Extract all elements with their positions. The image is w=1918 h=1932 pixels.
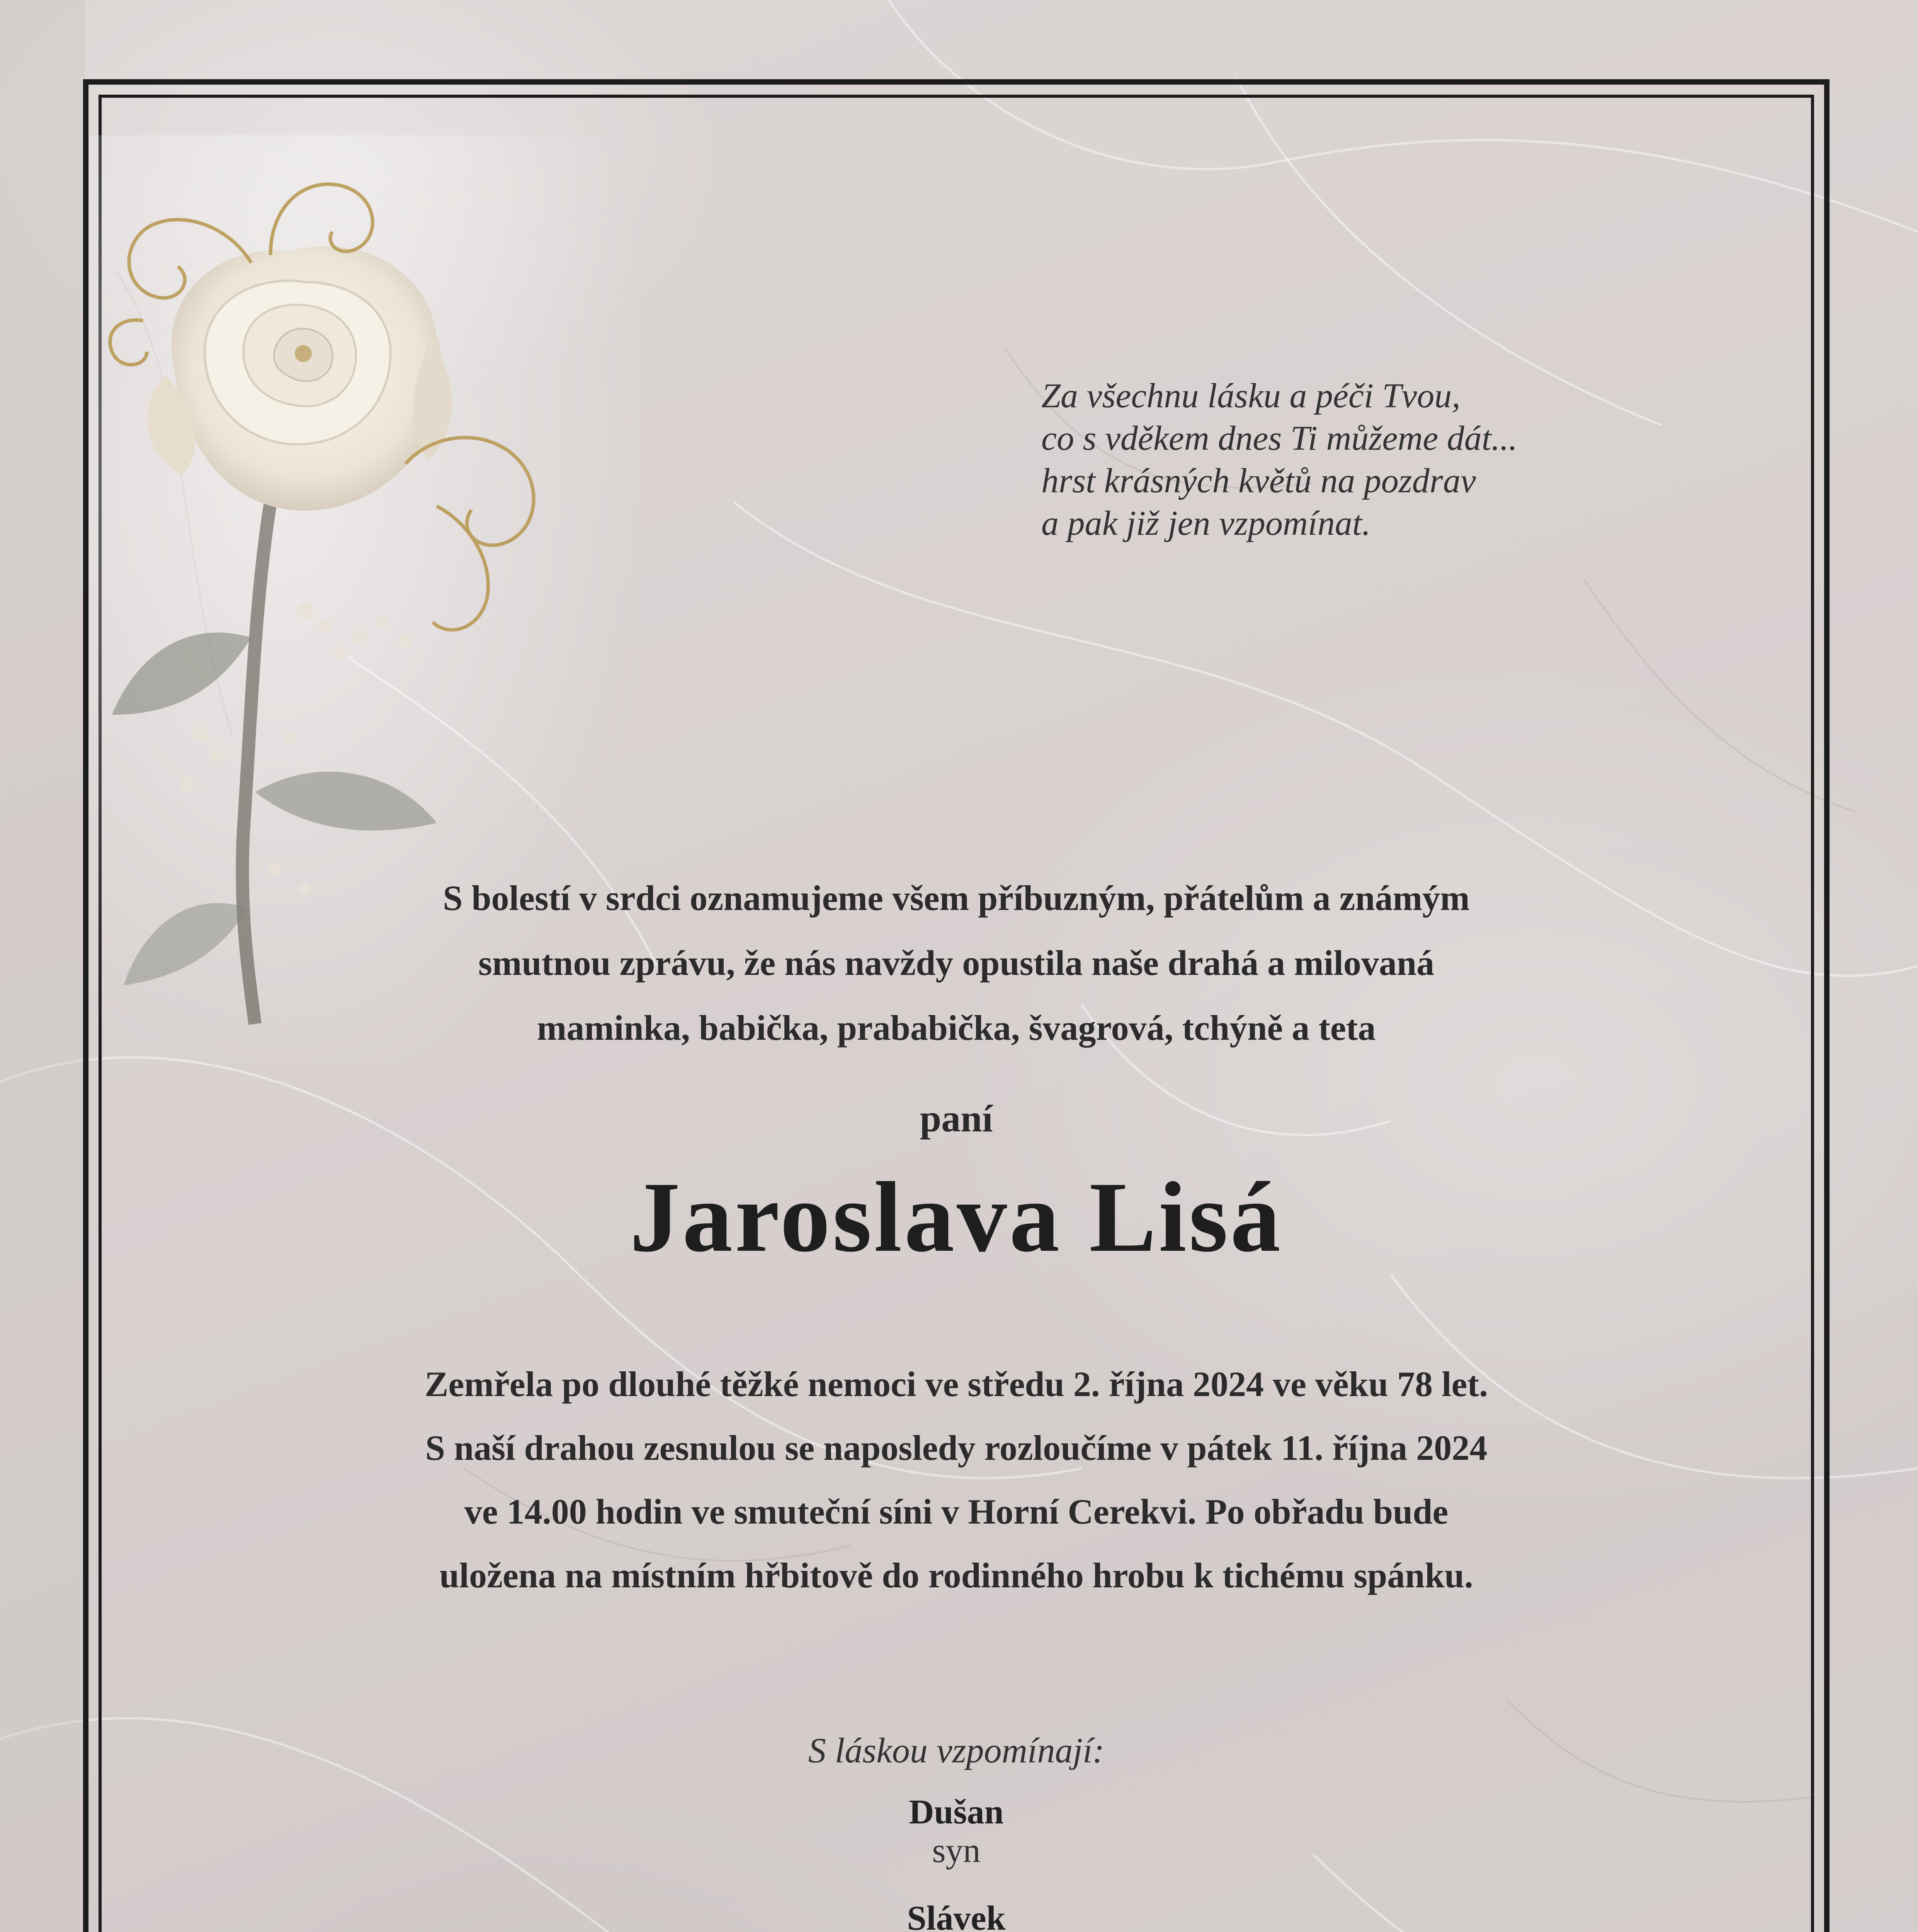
quote-line: a pak již jen vzpomínat. bbox=[1041, 504, 1371, 543]
announcement-line: maminka, babička, prababička, švagrová, tchýně a teta bbox=[537, 1008, 1376, 1048]
mourner-name: Slávek bbox=[907, 1899, 1006, 1932]
quote-line: Za všechnu lásku a péči Tvou, bbox=[1041, 377, 1461, 415]
mourner-name: Dušan bbox=[909, 1793, 1004, 1831]
honorific: paní bbox=[920, 1097, 993, 1140]
mourner-entry bbox=[99, 1793, 1814, 1870]
details-line: Zemřela po dlouhé těžké nemoci ve středu 2. října 2024 ve věku 78 let. bbox=[425, 1364, 1488, 1404]
memorial-quote bbox=[1041, 375, 1621, 545]
mourners-heading: S láskou vzpomínají: bbox=[808, 1731, 1105, 1770]
details-line: S naší drahou zesnulou se naposledy rozloučíme v pátek 11. října 2024 bbox=[425, 1428, 1488, 1468]
deceased-name: Jaroslava Lisá bbox=[630, 1162, 1283, 1273]
quote-line: hrst krásných květů na pozdrav bbox=[1041, 462, 1476, 500]
details-line: uložena na místním hřbitově do rodinného hrobu k tichému spánku. bbox=[439, 1556, 1473, 1595]
announcement-line: smutnou zprávu, že nás navždy opustila naše drahá a milovaná bbox=[478, 943, 1435, 983]
quote-line: co s vděkem dnes Ti můžeme dát... bbox=[1041, 419, 1518, 457]
mourner-relation: syn bbox=[932, 1832, 981, 1870]
announcement-line: S bolestí v srdci oznamujeme všem příbuzným, přátelům a známým bbox=[443, 878, 1470, 918]
details-line: ve 14.00 hodin ve smuteční síni v Horní Cerekvi. Po obřadu bude bbox=[464, 1492, 1449, 1531]
funeral-details bbox=[99, 1352, 1814, 1607]
mourner-entry bbox=[99, 1899, 1814, 1932]
announcement-text bbox=[99, 866, 1814, 1060]
